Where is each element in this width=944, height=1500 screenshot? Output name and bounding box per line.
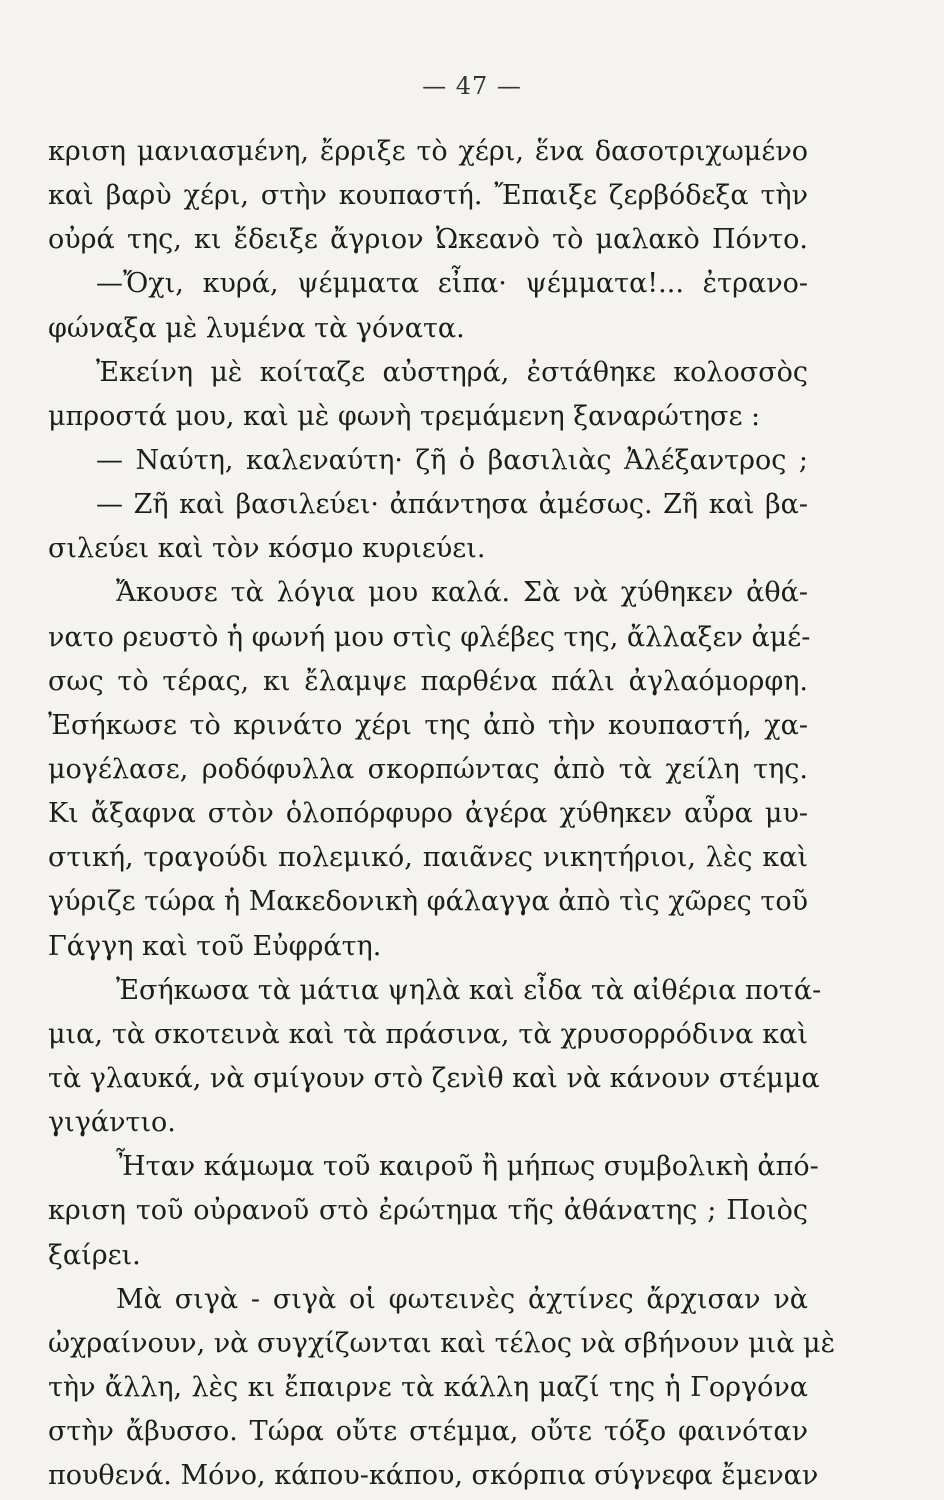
- text-line: πουθενά. Μόνο, κάπου-κάπου, σκόρπια σύγνεφα ἔμεναν: [48, 1460, 819, 1492]
- text-line: Ἐσήκωσε τὸ κρινάτο χέρι της ἀπὸ τὴν κουπαστή, χα-: [48, 709, 808, 741]
- text-line: Ἐκείνη μὲ κοίταζε αὐστηρά, ἐστάθηκε κολοσσὸς: [96, 356, 808, 388]
- text-line: στὴν ἄβυσσο. Τώρα οὔτε στέμμα, οὔτε τόξο φαινόταν: [48, 1416, 808, 1448]
- text-line: καὶ βαρὺ χέρι, στὴν κουπαστή. Ἔπαιξε ζερβόδεξα τὴν: [48, 180, 808, 212]
- text-line: — Ζῆ καὶ βασιλεύει· ἀπάντησα ἀμέσως. Ζῆ καὶ βα-: [96, 489, 808, 521]
- text-line: Ἐσήκωσα τὰ μάτια ψηλὰ καὶ εἶδα τὰ αἰθέρια ποτά-: [116, 974, 822, 1006]
- text-line: μια, τὰ σκοτεινὰ καὶ τὰ πράσινα, τὰ χρυσορρόδινα καὶ: [48, 1018, 808, 1050]
- text-line: κριση τοῦ οὐρανοῦ στὸ ἐρώτημα τῆς ἀθάνατης ; Ποιὸς: [48, 1195, 808, 1227]
- text-line: Ἦταν κάμωμα τοῦ καιροῦ ἢ μήπως συμβολικὴ ἀπό-: [116, 1151, 819, 1183]
- text-line: —Ὄχι, κυρά, ψέμματα εἶπα· ψέμματα!... ἐτρανο-: [96, 268, 808, 300]
- text-line: — Ναύτη, καλεναύτη· ζῆ ὁ βασιλιὰς Ἀλέξαντρος ;: [96, 444, 808, 476]
- body-text: [48, 130, 836, 1498]
- text-line: Γάγγη καὶ τοῦ Εὐφράτη.: [48, 930, 382, 962]
- text-line: γιγάντιο.: [48, 1107, 176, 1139]
- text-line: σως τὸ τέρας, κι ἔλαμψε παρθένα πάλι ἀγλαόμορφη.: [48, 665, 808, 697]
- text-line: στική, τραγούδι πολεμικό, παιᾶνες νικητήριοι, λὲς καὶ: [48, 842, 808, 874]
- text-line: μογέλασε, ροδόφυλλα σκορπώντας ἀπὸ τὰ χείλη της.: [48, 753, 808, 785]
- text-line: Κι ἄξαφνα στὸν ὁλοπόρφυρο ἀγέρα χύθηκεν αὖρα μυ-: [48, 798, 808, 830]
- text-line: Ἄκουσε τὰ λόγια μου καλά. Σὰ νὰ χύθηκεν ἀθά-: [116, 577, 808, 609]
- text-line: ὠχραίνουν, νὰ συγχίζωνται καὶ τέλος νὰ σβήνουν μιὰ μὲ: [48, 1327, 836, 1359]
- text-line: ξαίρει.: [48, 1239, 141, 1271]
- page-number: — 47 —: [422, 72, 522, 100]
- text-line: Μὰ σιγὰ - σιγὰ οἱ φωτεινὲς ἀχτίνες ἄρχισαν νὰ: [116, 1283, 808, 1315]
- text-line: τὴν ἄλλη, λὲς κι ἔπαιρνε τὰ κάλλη μαζί της ἡ Γοργόνα: [48, 1371, 808, 1403]
- text-line: γύριζε τώρα ἡ Μακεδονικὴ φάλαγγα ἀπὸ τὶς χῶρες τοῦ: [48, 886, 808, 918]
- text-line: φώναξα μὲ λυμένα τὰ γόνατα.: [48, 312, 465, 344]
- text-line: μπροστά μου, καὶ μὲ φωνὴ τρεμάμενη ξαναρώτησε :: [48, 400, 761, 432]
- text-line: νατο ρευστὸ ἡ φωνή μου στὶς φλέβες της, ἄλλαξεν ἀμέ-: [48, 621, 811, 653]
- text-line: κριση μανιασμένη, ἔρριξε τὸ χέρι, ἕνα δασοτριχωμένο: [48, 136, 808, 167]
- text-line: οὐρά της, κι ἔδειξε ἄγριον Ὠκεανὸ τὸ μαλακὸ Πόντο.: [48, 224, 808, 256]
- text-line: τὰ γλαυκά, νὰ σμίγουν στὸ ζενὶθ καὶ νὰ κάνουν στέμμα: [48, 1062, 820, 1094]
- text-line: σιλεύει καὶ τὸν κόσμο κυριεύει.: [48, 533, 486, 565]
